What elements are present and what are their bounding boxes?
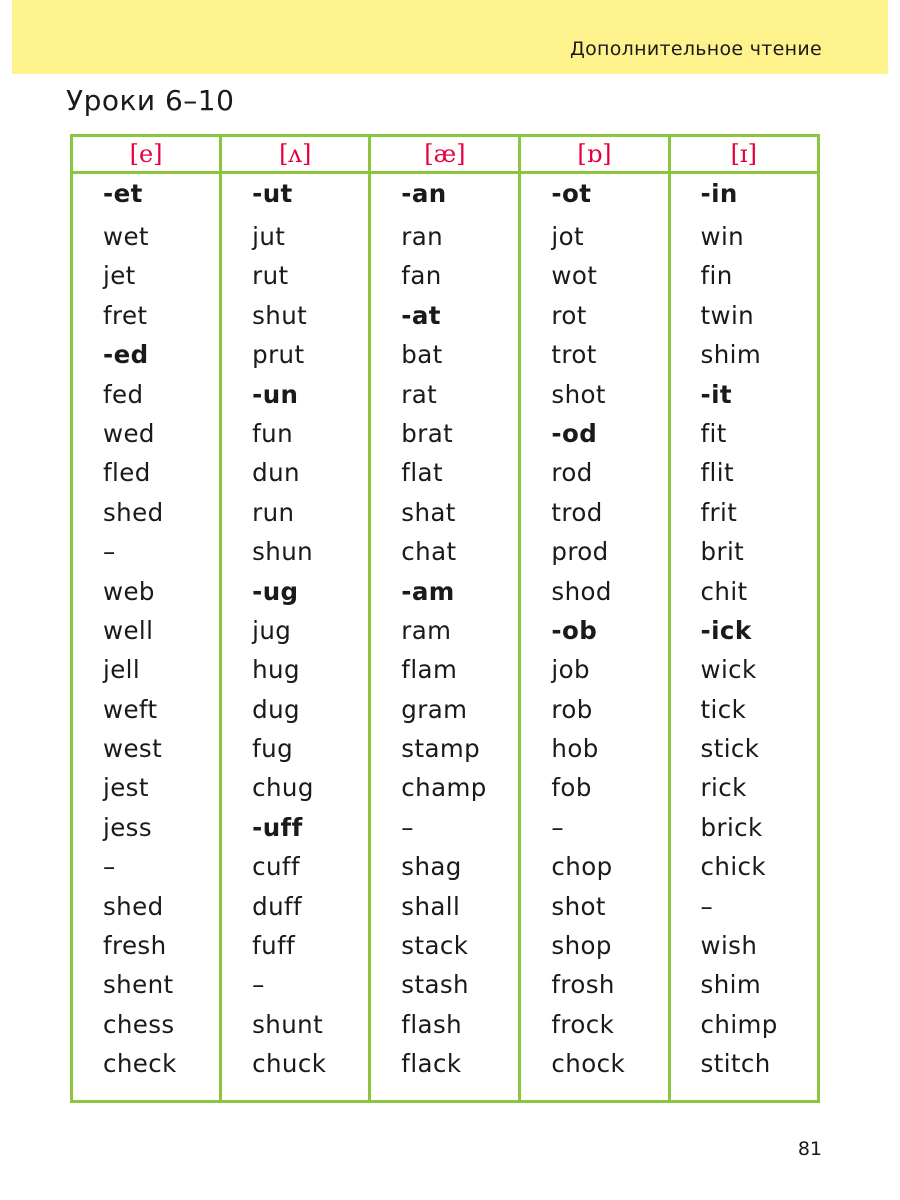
word-item: duff (252, 891, 303, 921)
word-item: stitch (700, 1049, 771, 1079)
word-item: shunt (252, 1009, 324, 1039)
word-ending-heading: -et (103, 179, 143, 208)
word-item: – (252, 970, 265, 1000)
word-item: twin (700, 300, 755, 330)
word-item: win (700, 222, 745, 251)
word-item: ram (401, 615, 452, 645)
sound-header-row (72, 136, 819, 173)
word-item: jell (103, 655, 141, 685)
word-item: trod (551, 497, 603, 527)
word-item: chuck (252, 1049, 327, 1079)
word-item: frosh (551, 970, 615, 1000)
word-item: well (103, 615, 154, 645)
word-item: brat (401, 418, 454, 448)
word-ending-heading: -an (401, 179, 447, 208)
word-item: fob (551, 773, 592, 803)
word-item: flat (401, 458, 443, 488)
word-item: shed (103, 497, 164, 527)
word-item: rut (252, 261, 289, 291)
sound-header-wedge: [ʌ] (221, 136, 370, 173)
word-item: cuff (252, 852, 300, 882)
word-item: fret (103, 300, 148, 330)
word-item: ran (401, 222, 444, 251)
word-ending-heading: -un (252, 379, 299, 409)
word-item: dug (252, 694, 300, 724)
word-item: chick (700, 852, 766, 882)
phonics-word-table (70, 134, 820, 1103)
word-item: – (401, 812, 414, 842)
word-item: run (252, 497, 295, 527)
word-ending-heading: -at (401, 300, 441, 330)
word-item: shod (551, 576, 612, 606)
word-item: jot (551, 222, 585, 251)
word-item: shim (700, 970, 762, 1000)
word-item: chug (252, 773, 314, 803)
word-ending-heading: -ed (103, 340, 149, 370)
word-item: jess (103, 812, 153, 842)
word-item: stack (401, 931, 469, 961)
word-ending-heading: -in (700, 179, 738, 208)
word-item: flam (401, 655, 458, 685)
word-item: shall (401, 891, 461, 921)
sound-header-e: [e] (72, 136, 221, 173)
word-item: chit (700, 576, 748, 606)
word-ending-heading: -ut (252, 179, 293, 208)
word-item: wot (551, 261, 598, 291)
sound-header-o: [ɒ] (520, 136, 669, 173)
word-item: fled (103, 458, 151, 488)
word-item: – (103, 537, 116, 567)
word-item: rat (401, 379, 438, 409)
word-item: fed (103, 379, 144, 409)
page-number: 81 (797, 1138, 822, 1160)
word-item: – (700, 891, 714, 921)
word-item: shent (103, 970, 174, 1000)
word-item: jest (103, 773, 149, 803)
word-item: shot (551, 891, 606, 921)
word-item: jet (103, 261, 136, 291)
word-item: chop (551, 852, 613, 882)
word-item: prut (252, 340, 305, 370)
word-ending-heading: -uff (252, 812, 303, 842)
word-item: shun (252, 537, 314, 567)
word-item: shag (401, 852, 462, 882)
word-item: flash (401, 1009, 463, 1039)
word-item: fuff (252, 931, 296, 961)
word-column (669, 173, 818, 1102)
word-item: chimp (700, 1009, 778, 1039)
word-item: rod (551, 458, 593, 488)
word-item: tick (700, 694, 747, 724)
word-item: stick (700, 734, 760, 764)
sound-header-i: [ɪ] (669, 136, 818, 173)
word-item: web (103, 576, 155, 606)
word-item: stamp (401, 734, 481, 764)
word-item: champ (401, 773, 487, 803)
word-item: bat (401, 340, 443, 370)
word-item: shat (401, 497, 456, 527)
word-item: wick (700, 655, 757, 685)
word-row (72, 173, 819, 1102)
section-banner (12, 0, 888, 74)
word-column (370, 173, 520, 1102)
word-item: chat (401, 537, 457, 567)
word-item: shed (103, 891, 164, 921)
word-ending-heading: -ob (551, 615, 598, 645)
word-item: fin (700, 261, 733, 291)
word-item: wed (103, 418, 155, 448)
word-ending-heading: -am (401, 576, 455, 606)
word-column (72, 173, 221, 1102)
word-item: hob (551, 734, 599, 764)
sound-header-ae: [æ] (370, 136, 520, 173)
word-item: gram (401, 694, 468, 724)
word-item: fit (700, 418, 727, 448)
word-item: weft (103, 694, 158, 724)
word-item: fug (252, 734, 294, 764)
word-item: chess (103, 1009, 175, 1039)
word-item: fresh (103, 931, 167, 961)
word-item: stash (401, 970, 469, 1000)
lesson-title: Уроки 6–10 (66, 84, 235, 117)
word-item: hug (252, 655, 300, 685)
word-item: shot (551, 379, 606, 409)
word-item: wet (103, 222, 149, 251)
word-ending-heading: -ot (551, 179, 592, 208)
word-item: rick (700, 773, 747, 803)
word-item: check (103, 1049, 177, 1079)
word-item: flit (700, 458, 734, 488)
word-item: chock (551, 1049, 626, 1079)
word-item: jug (252, 615, 292, 645)
word-item: brit (700, 537, 745, 567)
word-ending-heading: -ug (252, 576, 299, 606)
word-item: flack (401, 1049, 462, 1079)
word-item: fun (252, 418, 294, 448)
word-column (520, 173, 669, 1102)
section-title: Дополнительное чтение (569, 38, 822, 60)
word-item: rot (551, 300, 587, 330)
word-item: prod (551, 537, 609, 567)
word-ending-heading: -ick (700, 615, 752, 645)
word-column (221, 173, 370, 1102)
word-item: jut (252, 222, 286, 251)
word-item: frit (700, 497, 738, 527)
word-item: brick (700, 812, 763, 842)
word-item: – (103, 852, 116, 882)
word-item: dun (252, 458, 300, 488)
word-item: frock (551, 1009, 615, 1039)
word-item: shut (252, 300, 308, 330)
word-ending-heading: -od (551, 418, 598, 448)
word-ending-heading: -it (700, 379, 733, 409)
word-item: rob (551, 694, 593, 724)
word-item: shim (700, 340, 762, 370)
word-item: trot (551, 340, 597, 370)
word-item: – (551, 812, 565, 842)
word-item: job (551, 655, 590, 685)
word-item: fan (401, 261, 442, 291)
word-item: shop (551, 931, 612, 961)
word-item: west (103, 734, 163, 764)
word-item: wish (700, 931, 758, 961)
